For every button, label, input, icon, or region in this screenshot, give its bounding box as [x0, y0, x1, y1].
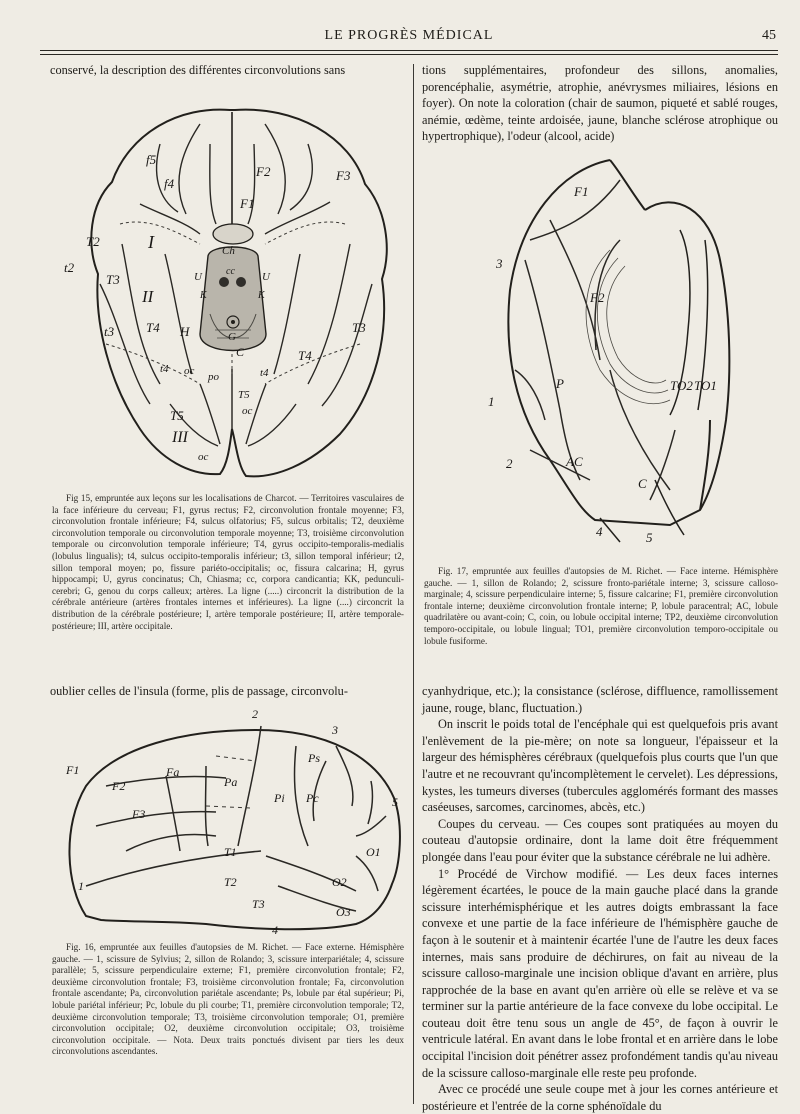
fig17-label: P [556, 376, 564, 391]
fig15-label: II [142, 287, 154, 306]
fig16-label: Pa [224, 775, 238, 789]
fig15-label: T3 [106, 272, 120, 287]
fig17-label: TO1 [694, 378, 717, 393]
right-body-text [422, 683, 778, 1114]
figure-15-caption [52, 493, 404, 632]
header-rule [40, 50, 778, 51]
fig15-label: f4 [164, 176, 175, 191]
journal-title: LE PROGRÈS MÉDICAL [324, 28, 494, 43]
fig16-label: Pc [306, 791, 319, 805]
fig16-label: 3 [332, 723, 338, 737]
fig15-label: K [258, 290, 265, 301]
paragraph: 1° Procédé de Virchow modifié. — Les deux faces internes légèrement écartées, le pouce de la main gauche placé dans la grande scissure interhémisphérique et les autres doigts embrassant la face convexe et une partie de la face inférieure de l'hémisphère gauche de façon à le soutenir et à maintenir écartée l'une de l'autre les deux faces internes, mais sans produire de déchirures, on fait au niveau de la scissure calloso-marginale une incision oblique d'avant en arrière, plus rapprochée de la base en avant qu'en arrière où elle se relève et va se terminer sur la partie antérieure de la face convexe du lobe occipital. Le couteau doit être tenu sous un angle de 45°, de façon à ouvrir le ventricule latéral. En avant dans le lobe frontal et en arrière dans le lobe occipital l'incision doit pénétrer assez profondément tandis qu'au niveau de la scissure calloso-marginale elle reste peu profonde. [422, 866, 778, 1080]
fig16-label: F1 [66, 763, 80, 777]
fig16-label: 1 [78, 879, 84, 893]
fig15-label: T5 [170, 408, 184, 423]
fig16-label: 4 [272, 923, 278, 936]
fig15-label: H [180, 324, 190, 339]
paragraph: Coupes du cerveau. — Ces coupes sont pratiquées au moyen du couteau d'autopsie ordinaire, dont la lame doit être fréquemment plongée dans l'eau pour éviter que la substance cérébrale ne lui adhère. [422, 816, 778, 864]
figure-17-drawing [470, 150, 770, 550]
fig15-label: F1 [240, 196, 255, 211]
fig15-label: F3 [336, 168, 351, 183]
fig15-label: U [194, 271, 202, 283]
fig15-label: C [236, 345, 245, 359]
fig17-label: AC [566, 454, 583, 469]
fig15-label: T4 [298, 348, 312, 363]
header-rule-thin [40, 54, 778, 55]
figure-17-brain-internal [470, 150, 770, 550]
fig17-label: 5 [646, 530, 653, 545]
page-number: 45 [762, 28, 776, 43]
fig15-label: U [262, 271, 270, 283]
fig16-label: 5 [392, 795, 398, 809]
fig15-label: I [148, 232, 154, 252]
fig15-label: t2 [64, 260, 75, 275]
fig16-label: T1 [224, 845, 237, 859]
fig15-label: T4 [146, 320, 160, 335]
fig16-label: O1 [366, 845, 381, 859]
left-top-line: conservé, la description des différentes circonvolutions sans [50, 63, 346, 77]
fig16-label: O2 [332, 875, 347, 889]
fig16-label: F3 [132, 807, 146, 821]
fig15-label: oc [184, 365, 195, 377]
fig15-label: T3 [352, 320, 366, 335]
figure-17-caption [424, 566, 778, 647]
left-mid-line: oublier celles de l'insula (forme, plis de passage, circonvolu- [50, 684, 348, 698]
fig17-label: F2 [590, 290, 605, 305]
fig15-label: t4 [160, 363, 169, 375]
fig17-label: 1 [488, 394, 495, 409]
figure-15-caption-text: Fig 15, empruntée aux leçons sur les localisations de Charcot. — Territoires vasculaires de la face inférieure du cerveau; F1, gyrus rectus; F2, circonvolution frontale moyenne; F3, circonvolution frontale inférieure; F4, sulcus olfatorius; F5, sulcus orbitalis; T2, deuxième circonvolution temporale ou circonvolution temporale moyenne; T3, troisième circonvolution temporale ou circonvolution temporale inférieure; T4, gyrus occipito-temporalis-medialis (lobulus lingualis); t4, sulcus occipito-temporalis inférieur; t3, sillon temporal inférieur; t2, sillon temporal moyen; po, fissure pariéto-occipitalis; oc, fissura calcarina; H, gyrus hippocampi; U, gyrus concinatus; Ch, Chiasma; cc, corpora candicantia; KK, pedunculi-cerebri; G, genou du corps calleux; artères. La ligne (.....) circoncrit la distribution de la cérébrale antérieure (artères frontales internes et inférieures). La ligne (....) circoncrit la distribution de la cérébrale postérieure; I, artère temporale postérieure; II, artère temporale-postérieure; III, artère occipitale. [52, 493, 404, 631]
fig17-label: C [638, 476, 647, 491]
fig17-label: 4 [596, 524, 603, 539]
fig15-label: cc [226, 266, 235, 277]
figure-15-brain-inferior [60, 84, 405, 486]
fig16-label: Pi [274, 791, 285, 805]
paragraph: Avec ce procédé une seule coupe met à jour les cornes antérieure et postérieure et l'entrée de la corne sphénoïdale du [422, 1082, 778, 1113]
column-divider [413, 64, 414, 1104]
figure-15-drawing [60, 84, 405, 486]
fig17-label: TO2 [670, 378, 693, 393]
fig15-label: t4 [260, 367, 269, 379]
page-header [40, 28, 778, 50]
fig17-label: 2 [506, 456, 513, 471]
fig15-label: G [228, 331, 236, 343]
fig17-label: 3 [496, 256, 503, 271]
fig15-label: f5 [146, 152, 157, 167]
figure-16-drawing [56, 706, 406, 936]
fig15-label: F2 [256, 164, 271, 179]
fig15-label: K [200, 290, 207, 301]
fig15-label: T5 [238, 389, 250, 401]
fig16-label: F2 [112, 779, 126, 793]
fig16-label: T2 [224, 875, 237, 889]
fig16-label: Ps [308, 751, 320, 765]
fig15-label: Ch [222, 245, 235, 257]
fig15-label: III [172, 429, 188, 446]
fig17-label: F1 [574, 184, 589, 199]
paragraph: On inscrit le poids total de l'encéphale qui est quelquefois pris avant l'enlèvement de la pie-mère; on note sa longueur, l'épaisseur et la largeur des hémisphères cérébraux (quelquefois plus courts que l'un que l'autre et ne recouvrant qu'incomplètement le cervelet). Les dépressions, kystes, les tumeurs diverses (tubercules agglomérés formant des masses caséeuses, sarcomes, carcinomes, abcès, etc.) [422, 717, 778, 815]
fig15-label: oc [198, 451, 209, 463]
fig16-label: 2 [252, 707, 258, 721]
fig15-label: oc [242, 405, 253, 417]
fig15-label: t3 [104, 324, 115, 339]
figure-16-caption [52, 942, 404, 1058]
figure-16-caption-text: Fig. 16, empruntée aux feuilles d'autopsies de M. Richet. — Face externe. Hémisphère gauche. — 1, scissure de Sylvius; 2, sillon de Rolando; 3, scissure interpariétale; 4, scissure parallèle; 5, scissure perpendiculaire externe; F1, première circonvolution frontale; F2, deuxième circonvolution frontale; F3, troisième circonvolution frontale; Fa, circonvolution frontale ascendante; Pa, circonvolution pariétale ascendante; Ps, lobule par étal supérieur; Pi, lobule pariétal inférieur; Pc, lobule du pli courbe; T1, première circonvolution temporale; T2, deuxième circonvolution temporale; T3, troisième circonvolution temporale; O1, première circonvolution occipitale; O2, deuxième circonvolution occipitale; O3, troisième circonvolution occipitale. — Nota. Deux traits ponctués divisent par tiers les deux circonvolutions ascendantes. [52, 942, 404, 1057]
paragraph: cyanhydrique, etc.); la consistance (sclérose, diffluence, ramollissement jaune, rouge, blanc, fluctuation.) [422, 684, 778, 715]
fig16-label: Fa [166, 765, 180, 779]
fig16-label: T3 [252, 897, 265, 911]
fig16-label: O3 [336, 905, 351, 919]
figure-16-brain-external [56, 706, 406, 936]
fig15-label: po [208, 371, 219, 383]
fig15-label: T2 [86, 234, 100, 249]
right-top-text: tions supplémentaires, profondeur des sillons, anomalies, porencéphalie, asymétrie, atrophie, anévrysmes miliaires, lésions en foyer). On note la coloration (chair de saumon, piqueté et sablé rouges, anémie, œdème, teinte ardoisée, jaune, blanche sclérose atrophique ou hypertrophique), l'odeur (alcool, acide) [422, 63, 778, 144]
figure-17-caption-text: Fig. 17, empruntée aux feuilles d'autopsies de M. Richet. — Face interne. Hémisphère gauche. — 1, sillon de Rolando; 2, scissure fronto-pariétale interne; 3, scissure calloso-marginale; 4, scissure perpendiculaire interne; 5, fissure calcarine; F1, première circonvolution frontale interne; deuxième circonvolution frontale interne; P, lobule paracentral; AC, lobule quadrilatère ou avant-coin; C, coin, ou lobule occipital interne; TP2, deuxième circonvolution temporo-occipitale, ou lobule lingual; TO1, première circonvolution temporo-occipitale ou lobule fusiforme. [424, 566, 778, 646]
